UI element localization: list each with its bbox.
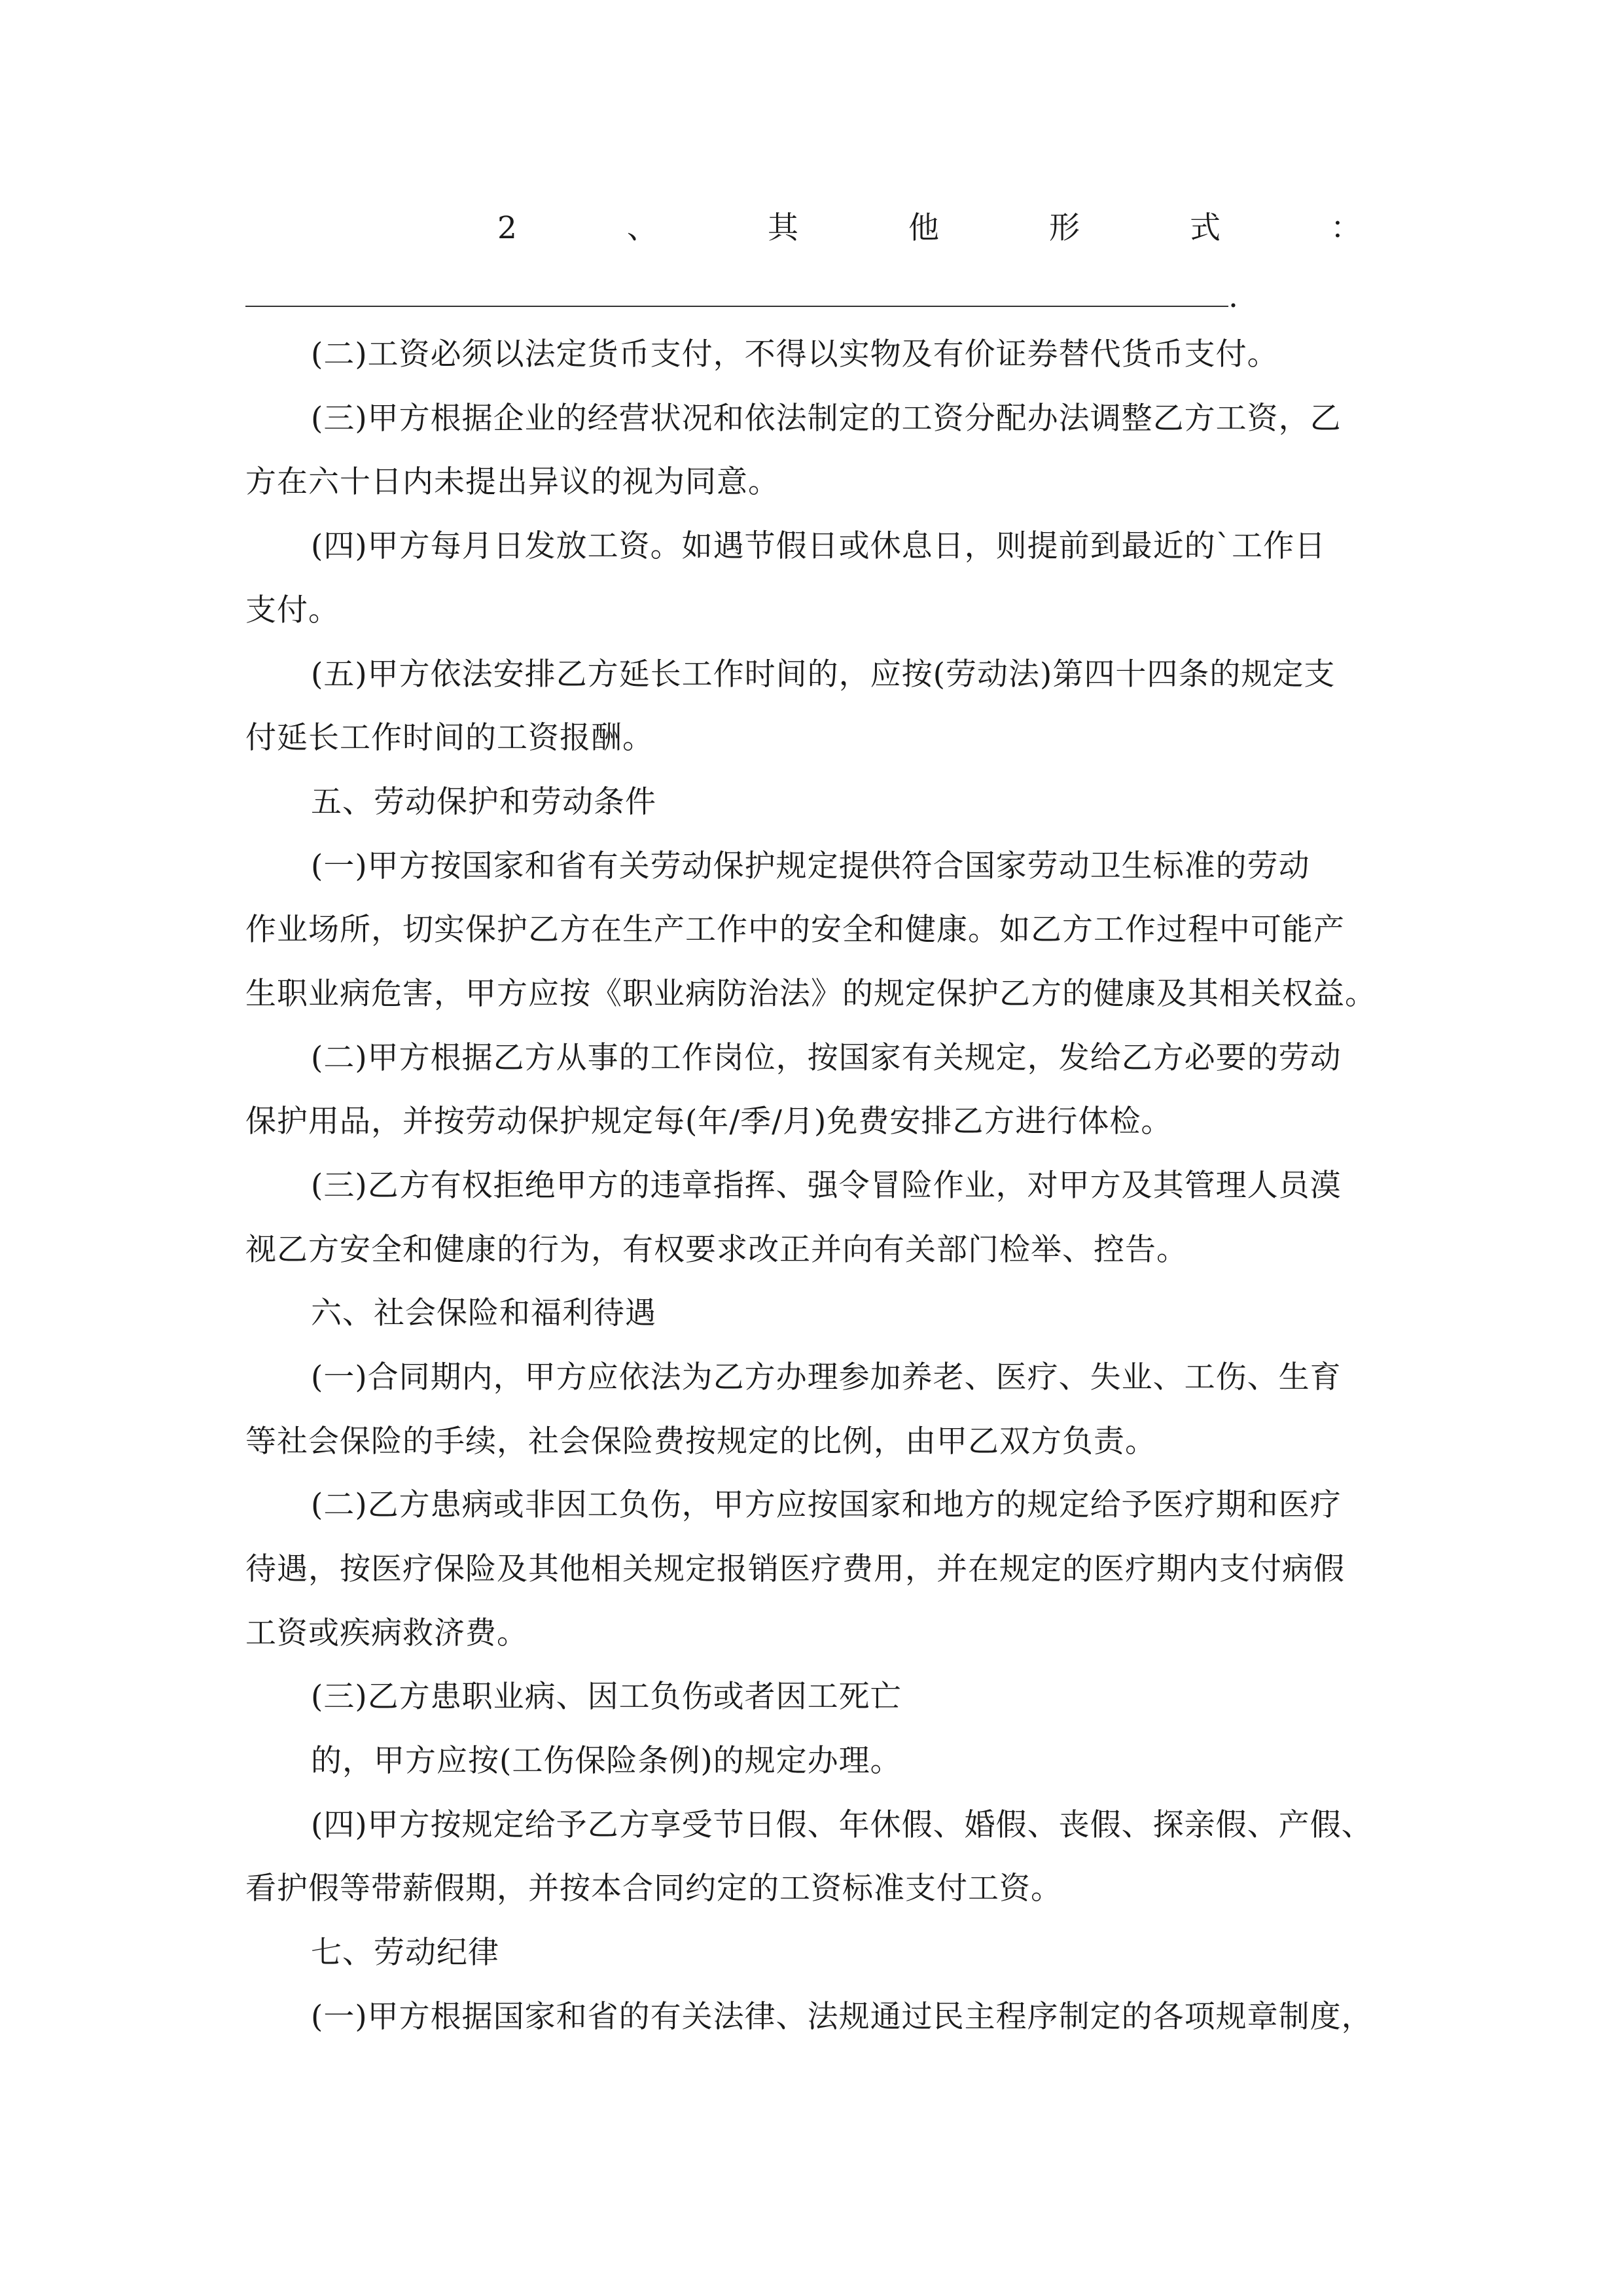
blank-fill-line [245,306,1228,307]
section-heading: 五、劳动保护和劳动条件 [311,784,656,820]
paragraph-line: 作业场所，切实保护乙方在生产工作中的安全和健康。如乙方工作过程中可能产 [245,912,1345,948]
paragraph-line: (二)甲方根据乙方从事的工作岗位，按国家有关规定，发给乙方必要的劳动 [311,1040,1342,1076]
paragraph-line: (一)合同期内，甲方应依法为乙方办理参加养老、医疗、失业、工伤、生育 [311,1359,1342,1395]
paragraph-line: (三)乙方有权拒绝甲方的违章指挥、强令冒险作业，对甲方及其管理人员漠 [311,1168,1342,1204]
heading-char: 形 [1048,210,1080,246]
paragraph-line: 保护用品，并按劳动保护规定每(年/季/月)免费安排乙方进行体检。 [245,1103,1173,1139]
paragraph-line: 视乙方安全和健康的行为，有权要求改正并向有关部门检举、控告。 [245,1232,1188,1268]
paragraph-line: (四)甲方按规定给予乙方享受节日假、年休假、婚假、丧假、探亲假、产假、 [311,1807,1373,1843]
paragraph-line: (一)甲方按国家和省有关劳动保护规定提供符合国家劳动卫生标准的劳动 [311,848,1310,884]
paragraph-line: 方在六十日内未提出异议的视为同意。 [245,464,779,500]
heading-char: 其 [767,210,798,246]
paragraph-line: 生职业病危害，甲方应按《职业病防治法》的规定保护乙方的健康及其相关权益。 [245,976,1376,1012]
heading-char: 、 [626,210,658,246]
paragraph-line: 等社会保险的手续，社会保险费按规定的比例，由甲乙双方负责。 [245,1424,1156,1460]
paragraph-line: (四)甲方每月日发放工资。如遇节假日或休息日，则提前到最近的`工作日 [311,528,1327,564]
fill-line-period: . [1228,279,1238,315]
paragraph-line: 工资或疾病救济费。 [245,1615,528,1651]
heading-char: ： [1330,210,1361,246]
heading-char: 式 [1189,210,1221,246]
paragraph-line: 看护假等带薪假期，并按本合同约定的工资标准支付工资。 [245,1871,1062,1907]
paragraph-line: (一)甲方根据国家和省的有关法律、法规通过民主程序制定的各项规章制度， [311,1999,1373,2035]
paragraph-line: (三)乙方患职业病、因工负伤或者因工死亡 [311,1679,902,1715]
heading-char: 2 [497,210,517,246]
paragraph-line: (二)乙方患病或非因工负伤，甲方应按国家和地方的规定给予医疗期和医疗 [311,1487,1342,1523]
paragraph-line: (三)甲方根据企业的经营状况和依法制定的工资分配办法调整乙方工资，乙 [311,401,1342,437]
paragraph-line: 付延长工作时间的工资报酬。 [245,720,654,756]
other-forms-heading [497,210,1361,246]
paragraph-line: (二)工资必须以法定货币支付，不得以实物及有价证券替代货币支付。 [311,336,1279,372]
section-heading: 六、社会保险和福利待遇 [311,1295,656,1331]
paragraph-line: 支付。 [245,592,340,628]
paragraph-line: 待遇，按医疗保险及其他相关规定报销医疗费用，并在规定的医疗期内支付病假 [245,1551,1345,1587]
paragraph-line: (五)甲方依法安排乙方延长工作时间的，应按(劳动法)第四十四条的规定支 [311,656,1336,692]
section-heading: 七、劳动纪律 [311,1935,499,1971]
paragraph-line: 的，甲方应按(工伤保险条例)的规定办理。 [311,1743,902,1779]
heading-char: 他 [908,210,939,246]
